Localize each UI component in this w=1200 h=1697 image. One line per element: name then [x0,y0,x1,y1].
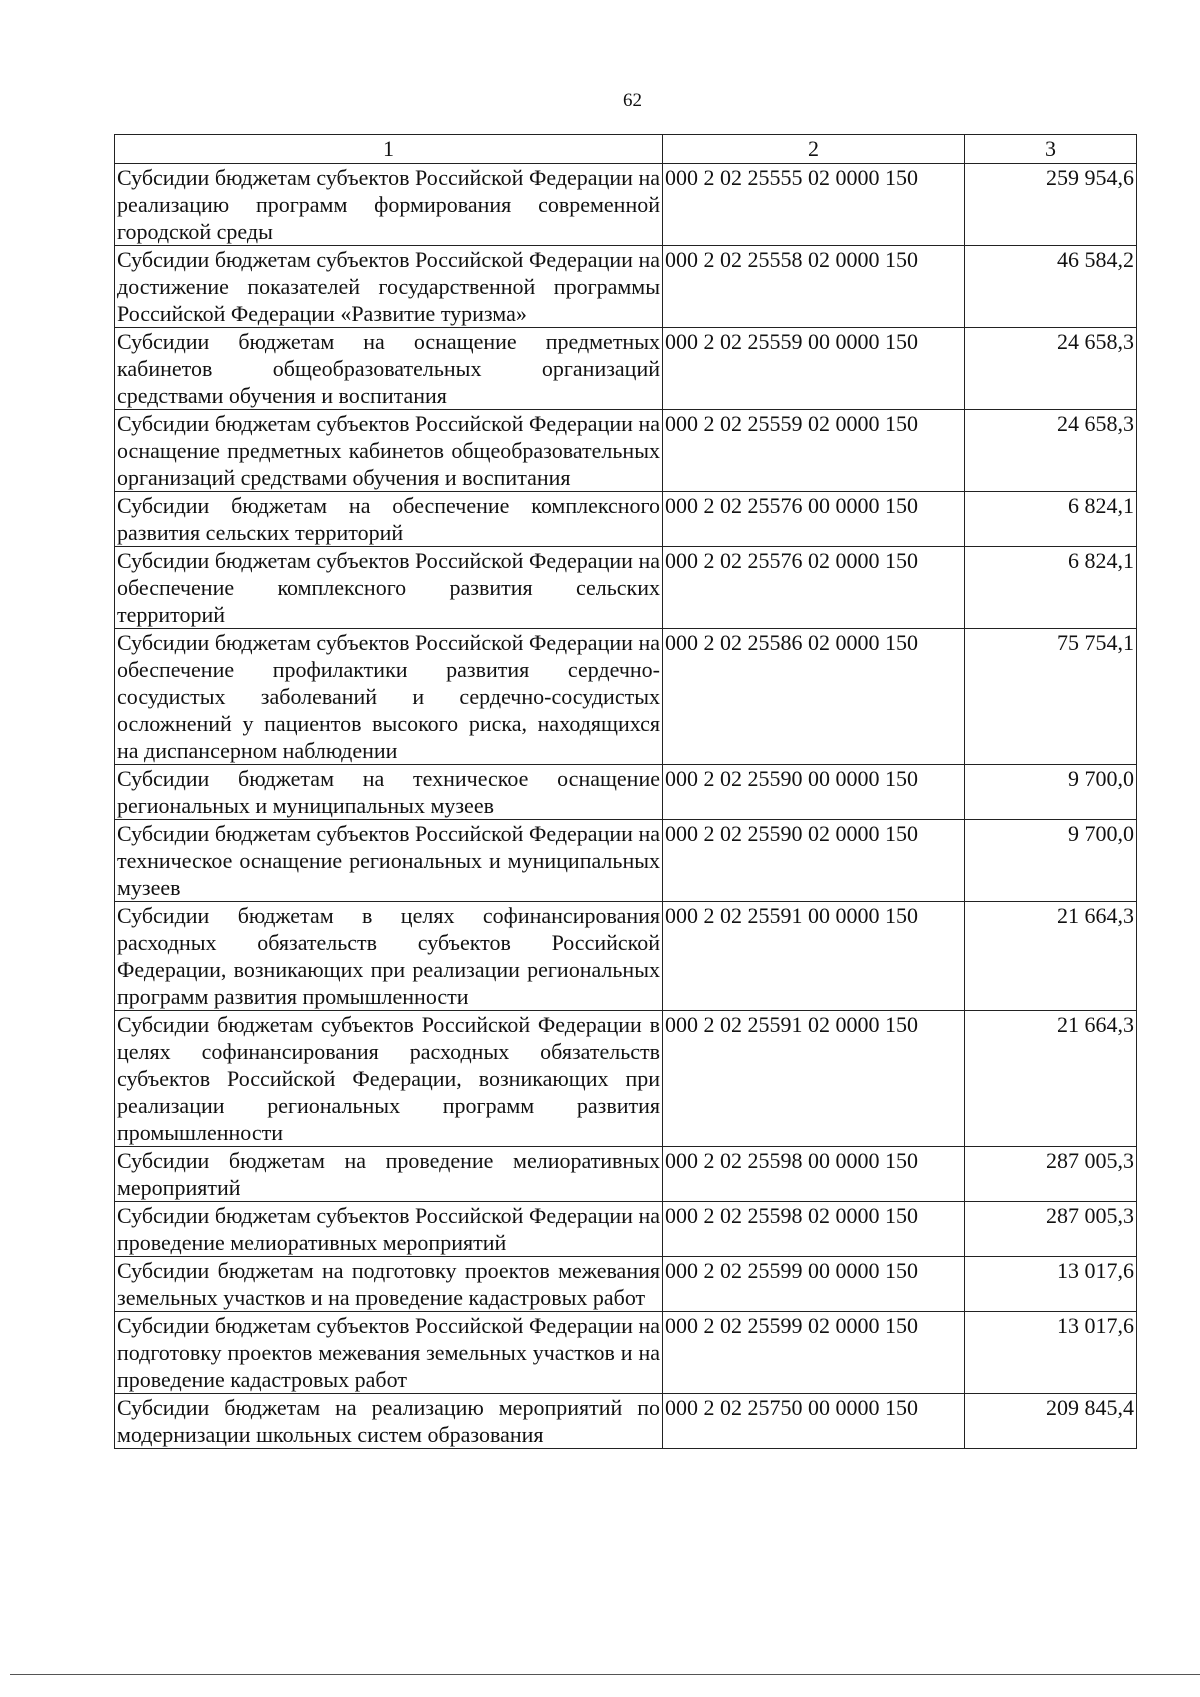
row-description: Субсидии бюджетам на реализацию мероприятий по модернизации школьных систем образования [115,1394,663,1449]
row-code: 000 2 02 25591 02 0000 150 [663,1011,965,1147]
row-code: 000 2 02 25555 02 0000 150 [663,164,965,246]
row-description: Субсидии бюджетам на обеспечение комплексного развития сельских территорий [115,492,663,547]
row-amount: 9 700,0 [965,820,1137,902]
row-code: 000 2 02 25599 02 0000 150 [663,1312,965,1394]
row-description: Субсидии бюджетам субъектов Российской Федерации в целях софинансирования расходных обязательств субъектов Российской Федерации, возникающих при реализации региональных программ развития промышленности [115,1011,663,1147]
budget-table [114,134,1137,1449]
row-description: Субсидии бюджетам субъектов Российской Федерации на обеспечение комплексного развития сельских территорий [115,547,663,629]
table-body [115,164,1137,1449]
row-amount: 21 664,3 [965,1011,1137,1147]
row-description: Субсидии бюджетам в целях софинансирования расходных обязательств субъектов Российской Федерации, возникающих при реализации региональных программ развития промышленности [115,902,663,1011]
row-code: 000 2 02 25750 00 0000 150 [663,1394,965,1449]
table-row [115,1394,1137,1449]
row-code: 000 2 02 25576 00 0000 150 [663,492,965,547]
row-code: 000 2 02 25586 02 0000 150 [663,629,965,765]
row-description: Субсидии бюджетам субъектов Российской Федерации на оснащение предметных кабинетов общеобразовательных организаций средствами обучения и воспитания [115,410,663,492]
table-row [115,328,1137,410]
row-description: Субсидии бюджетам субъектов Российской Федерации на техническое оснащение региональных и муниципальных музеев [115,820,663,902]
row-description: Субсидии бюджетам на техническое оснащение региональных и муниципальных музеев [115,765,663,820]
row-code: 000 2 02 25591 00 0000 150 [663,902,965,1011]
row-code: 000 2 02 25590 02 0000 150 [663,820,965,902]
row-code: 000 2 02 25559 02 0000 150 [663,410,965,492]
row-code: 000 2 02 25598 02 0000 150 [663,1202,965,1257]
table-row [115,902,1137,1011]
row-amount: 9 700,0 [965,765,1137,820]
row-description: Субсидии бюджетам субъектов Российской Федерации на проведение мелиоративных мероприятий [115,1202,663,1257]
footer-rule [10,1674,1200,1675]
row-amount: 287 005,3 [965,1147,1137,1202]
header-row [115,135,1137,164]
row-code: 000 2 02 25576 02 0000 150 [663,547,965,629]
row-description: Субсидии бюджетам на оснащение предметных кабинетов общеобразовательных организаций средствами обучения и воспитания [115,328,663,410]
row-description: Субсидии бюджетам субъектов Российской Федерации на подготовку проектов межевания земельных участков и на проведение кадастровых работ [115,1312,663,1394]
table-row [115,1011,1137,1147]
page-number: 62 [623,90,642,111]
row-code: 000 2 02 25599 00 0000 150 [663,1257,965,1312]
row-amount: 287 005,3 [965,1202,1137,1257]
table-row [115,765,1137,820]
table-row [115,246,1137,328]
table-header [115,135,1137,164]
table-row [115,547,1137,629]
header-col-3: 3 [965,135,1137,164]
row-amount: 6 824,1 [965,492,1137,547]
row-amount: 209 845,4 [965,1394,1137,1449]
row-description: Субсидии бюджетам субъектов Российской Федерации на реализацию программ формирования современной городской среды [115,164,663,246]
table-row [115,820,1137,902]
table-row [115,410,1137,492]
table-row [115,1202,1137,1257]
table-row [115,629,1137,765]
table-row [115,164,1137,246]
table-row [115,1257,1137,1312]
row-description: Субсидии бюджетам на проведение мелиоративных мероприятий [115,1147,663,1202]
row-code: 000 2 02 25559 00 0000 150 [663,328,965,410]
row-description: Субсидии бюджетам на подготовку проектов межевания земельных участков и на проведение кадастровых работ [115,1257,663,1312]
row-amount: 75 754,1 [965,629,1137,765]
row-description: Субсидии бюджетам субъектов Российской Федерации на достижение показателей государственной программы Российской Федерации «Развитие туризма» [115,246,663,328]
row-amount: 13 017,6 [965,1257,1137,1312]
row-amount: 46 584,2 [965,246,1137,328]
row-amount: 24 658,3 [965,328,1137,410]
table-row [115,1147,1137,1202]
row-description: Субсидии бюджетам субъектов Российской Федерации на обеспечение профилактики развития сердечно-сосудистых заболеваний и сердечно-сосудистых осложнений у пациентов высокого риска, находящихся на диспансерном наблюдении [115,629,663,765]
table-row [115,1312,1137,1394]
row-code: 000 2 02 25558 02 0000 150 [663,246,965,328]
row-amount: 24 658,3 [965,410,1137,492]
row-amount: 21 664,3 [965,902,1137,1011]
row-amount: 6 824,1 [965,547,1137,629]
row-code: 000 2 02 25590 00 0000 150 [663,765,965,820]
header-col-1: 1 [115,135,663,164]
row-amount: 13 017,6 [965,1312,1137,1394]
table-row [115,492,1137,547]
header-col-2: 2 [663,135,965,164]
row-code: 000 2 02 25598 00 0000 150 [663,1147,965,1202]
row-amount: 259 954,6 [965,164,1137,246]
